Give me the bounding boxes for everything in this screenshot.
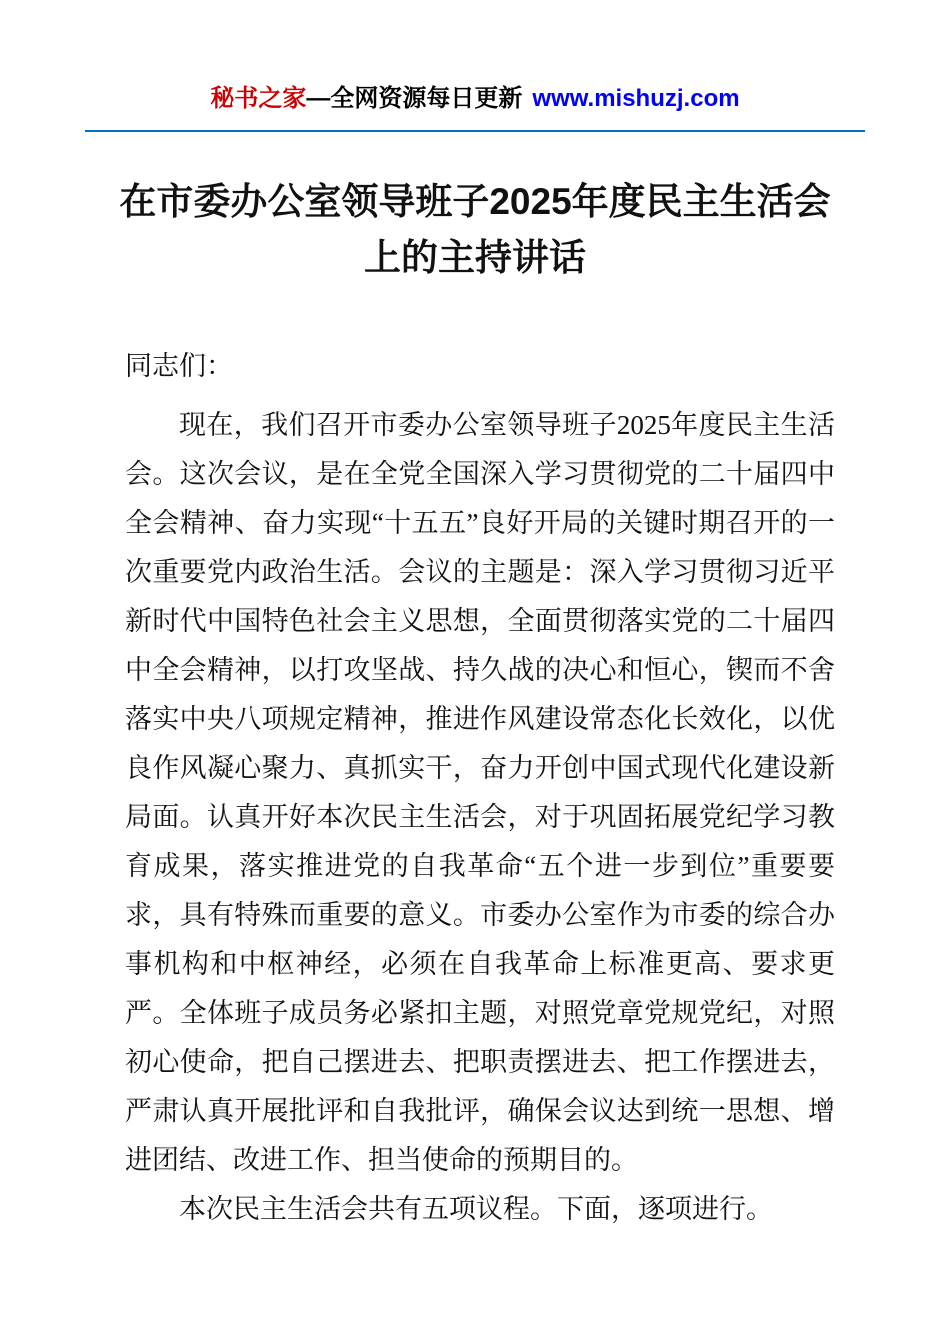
site-header	[0, 0, 950, 114]
header-divider	[85, 130, 865, 132]
salutation: 同志们：	[125, 351, 233, 381]
site-url-link[interactable]: www.mishuzj.com	[532, 85, 740, 112]
site-brand: 秘书之家	[210, 85, 307, 112]
title-line-1: 在市委办公室领导班子2025年度民主生活会	[119, 181, 831, 222]
site-tagline: —全网资源每日更新	[306, 85, 523, 112]
title-line-2: 上的主持讲话	[364, 237, 586, 278]
document-title	[60, 174, 890, 286]
body-paragraph: 现在，我们召开市委办公室领导班子2025年度民主生活会。这次会议，是在全党全国深入学习贯彻党的二十届四中全会精神、奋力实现“十五五”良好开局的关键时期召开的一次重要党内政治生活。会议的主题是：深入学习贯彻习近平新时代中国特色社会主义思想，全面贯彻落实党的二十届四中全会精神，以打攻坚战、持久战的决心和恒心，锲而不舍落实中央八项规定精神，推进作风建设常态化长效化，以优良作风凝心聚力、真抓实干，奋力开创中国式现代化建设新局面。认真开好本次民主生活会，对于巩固拓展党纪学习教育成果，落实推进党的自我革命“五个进一步到位”重要要求，具有特殊而重要的意义。市委办公室作为市委的综合办事机构和中枢神经，必须在自我革命上标准更高、要求更严。全体班子成员务必紧扣主题，对照党章党规党纪，对照初心使命，把自己摆进去、把职责摆进去、把工作摆进去，严肃认真开展批评和自我批评，确保会议达到统一思想、增进团结、改进工作、担当使命的预期目的。	[125, 410, 835, 1175]
body-paragraph: 本次民主生活会共有五项议程。下面，逐项进行。	[179, 1194, 773, 1224]
document-body	[125, 342, 835, 1234]
